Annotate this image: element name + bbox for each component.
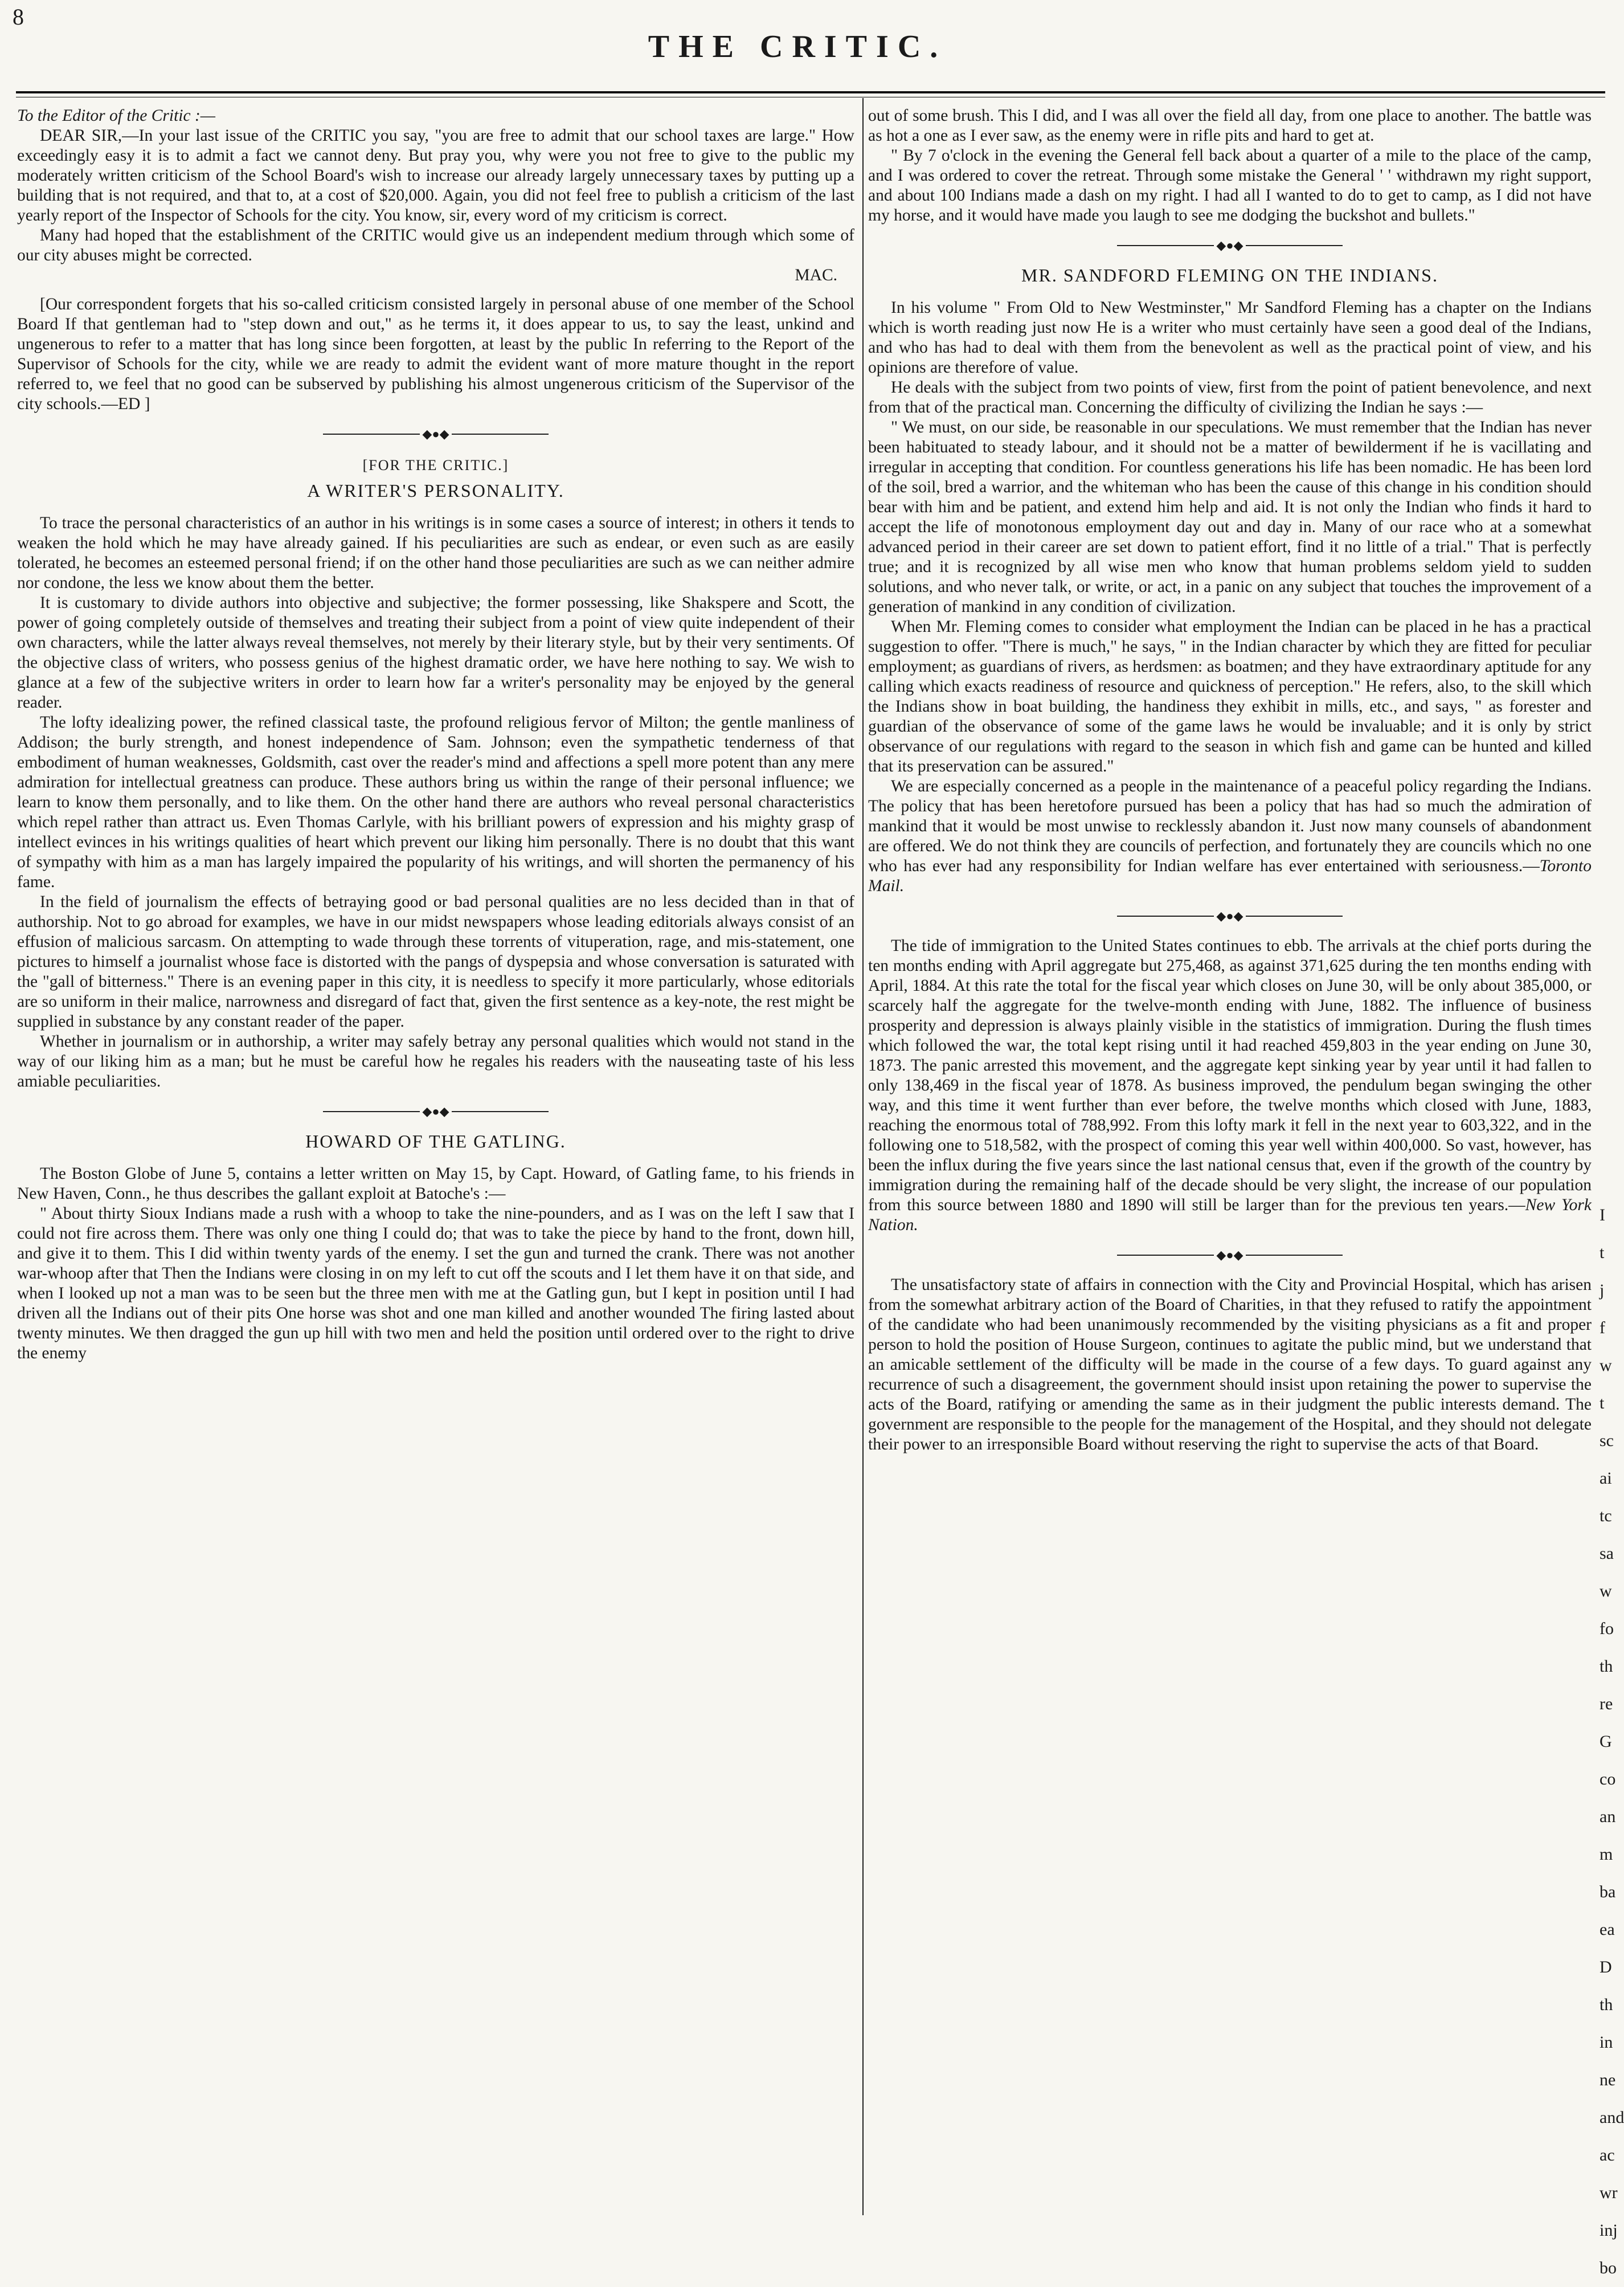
column-divider bbox=[862, 98, 864, 2215]
article-paragraph: When Mr. Fleming comes to consider what employment the Indian can be placed in he has a practical suggestion to offer. "There is much," he says, " in the Indian character by which they are fitted for peculiar employment; as guardians of rivers, as herdsmen: as boatmen; and they have extraordinary aptitude for any calling which exacts readiness of resource and quickness of perception." He refers, also, to the skill which the Indians show in boat building, the handiness they exhibit in mills, etc., and says, " as forester and guardian of the observance of some of the game laws he would be invaluable; and it is only by strict observance of our regulations with regard to the season in which fish and game can be hunted and killed that its preservation can be assured." bbox=[868, 618, 1592, 775]
article-text: We are especially concerned as a people in the maintenance of a peaceful policy regarding the Indians. The policy that has been heretofore pursued has been a policy that has had so much the admiration of mankind that it would be most unwise to recklessly abandon it. Just now many counsels of abandonment are offered. We do not think they are councils of perfection, and fortunately they are councils which no one who has ever had any responsibility for Indian welfare has ever entertained with seriousness.— bbox=[868, 777, 1592, 875]
edge-fragment: inj bbox=[1600, 2221, 1618, 2240]
masthead-title: THE CRITIC. bbox=[648, 29, 947, 64]
edge-fragment: ai bbox=[1600, 1469, 1612, 1488]
page-number: 8 bbox=[13, 4, 24, 30]
letter-paragraph: DEAR SIR,—In your last issue of the CRITIC you say, "you are free to admit that our school taxes are large." How exceedingly easy it is to admit a fact we cannot deny. But pray you, why were you not free to give to the public my moderately written criticism of the School Board's wish to increase our already largely unnecessary taxes by putting up a building that is not required, and that to, at a cost of $20,000. Again, you did not feel free to publish a criticism of the last yearly report of the Inspector of Schools for the city. You know, sir, every word of my criticism is correct. bbox=[17, 126, 854, 224]
article-paragraph bbox=[868, 777, 1592, 896]
article-paragraph: The unsatisfactory state of affairs in connection with the City and Provincial Hospital, which has arisen from the somewhat arbitrary action of the Board of Charities, in that they refused to ratify the appointment of the candidate who had been unanimously recommended by the visiting physicians as a fit and proper person to hold the position of House Surgeon, continues to agitate the public mind, but we understand that an amicable settlement of the difficulty will be made in the course of a few days. To guard against any recurrence of such a disagreement, the government should insist upon retaining the power to supervise the acts of the Board, ratifying or amending the same as in their judgment the public interests demand. The government are responsible to the people for the management of the Hospital, and they should not delegate their power to an irresponsible Board without reserving the right to supervise the acts of that Board. bbox=[868, 1276, 1592, 1453]
edge-fragment: th bbox=[1600, 1657, 1613, 1676]
source-credit: Toronto Mail. bbox=[868, 857, 1592, 895]
edge-fragment: m bbox=[1600, 1845, 1613, 1864]
section-divider: ◆●◆ bbox=[17, 1105, 854, 1118]
edge-fragment: ne bbox=[1600, 2070, 1616, 2089]
edge-fragment: wr bbox=[1600, 2183, 1618, 2202]
adjacent-page-edge bbox=[1600, 1196, 1624, 2287]
edge-fragment: tc bbox=[1600, 1506, 1612, 1525]
edge-fragment: t bbox=[1600, 1394, 1605, 1412]
article-title: A WRITER'S PERSONALITY. bbox=[307, 480, 564, 501]
edge-fragment: ea bbox=[1600, 1920, 1615, 1939]
article-paragraph: " About thirty Sioux Indians made a rush with a whoop to take the nine-pounders, and as I was on the left I saw that I could not fire across them. There was only one thing I could do; that was to take the piece by hand to the front, down hill, and give it to them. This I did within twenty yards of the enemy. I set the gun and turned the crank. There was not another war-whoop after that Then the Indians were closing in on my left to cut off the scouts and I let them have it on that side, and when I looked up not a man was to be seen but the three men with me at the Gatling gun, but I kept in position until I had driven all the Indians out of their pits One horse was shot and one man killed and another wounded The firing lasted about twenty minutes. We then dragged the gun up hill with two men and held the position until ordered over to the right to drive the enemy bbox=[17, 1204, 854, 1362]
article-byline: [FOR THE CRITIC.] bbox=[362, 457, 509, 473]
source-credit: New York Nation. bbox=[868, 1196, 1592, 1234]
masthead-rule bbox=[16, 91, 1605, 93]
edge-fragment: w bbox=[1600, 1356, 1612, 1375]
edge-fragment: f bbox=[1600, 1318, 1605, 1337]
article-paragraph: " We must, on our side, be reasonable in our speculations. We must remember that the Indian has never been habituated to steady labour, and it should not be a matter of bewilderment if he is vacillating and irregular in accepting that condition. For countless generations his life has been nomadic. He has been lord of the soil, bred a warrior, and the whiteman who has been the cause of this change in his condition should bear with him and be patient, and extend him help and aid. It is not only the Indian who finds it hard to accept the life of monotonous employment day out and day in. Many of our race who at a somewhat advanced period in their career are set down to patient effort, find it no little of a trial." That is perfectly true; and it is recognized by all wise men who know that human problems seldom yield to sudden solutions, and who never talk, or write, or act, in a panic on any subject that touches the improvement of a generation of mankind in any condition of civilization. bbox=[868, 418, 1592, 616]
edge-fragment: t bbox=[1600, 1243, 1605, 1262]
editor-note-text: [Our correspondent forgets that his so-called criticism consisted largely in personal abuse of one member of the School Board If that gentleman had to "step down and out," as he terms it, it does appear to us, to say the least, unkind and ungenerous to refer to a matter that has long since been forgotten, at least by the public In referring to the Report of the Supervisor of Schools for the city, while we are ready to admit the evident want of more mature thought in the report referred to, we feel that no good can be subserved by publishing his almost ungenerous criticism of the Supervisor of the city schools.—ED ] bbox=[17, 295, 854, 413]
edge-fragment: sa bbox=[1600, 1544, 1614, 1563]
edge-fragment: in bbox=[1600, 2033, 1613, 2052]
right-column bbox=[868, 106, 1592, 1455]
edge-fragment: ba bbox=[1600, 1882, 1616, 1901]
edge-fragment: an bbox=[1600, 1807, 1616, 1826]
edge-fragment: and bbox=[1600, 2108, 1624, 2127]
letter-paragraph: Many had hoped that the establishment of the CRITIC would give us an independent medium through which some of our city abuses might be corrected. bbox=[17, 226, 854, 264]
edge-fragment: I bbox=[1600, 1206, 1605, 1224]
edge-fragment: re bbox=[1600, 1694, 1613, 1713]
article-paragraph: Whether in journalism or in authorship, a writer may safely betray any personal qualities which would not stand in the way of our liking him as a man; but he must be careful how he regales his readers with the nauseating taste of his less amiable peculiarities. bbox=[17, 1032, 854, 1091]
edge-fragment: ac bbox=[1600, 2146, 1615, 2165]
article-paragraph: out of some brush. This I did, and I was all over the field all day, from one place to another. The battle was as hot a one as I ever saw, as the enemy were in rifle pits and hard to get at. bbox=[868, 107, 1592, 145]
article-paragraph: The lofty idealizing power, the refined classical taste, the profound religious fervor of Milton; the gentle manliness of Addison; the burly strength, and honest independence of Sam. Johnson; even the sympathetic tenderness of that embodiment of human weaknesses, Goldsmith, cast over the reader's mind and affections a spell more potent than any mere admiration for intellectual greatness can produce. These authors bring us within the range of their personal influence; we learn to know them personally, and to like them. On the other hand there are authors who reveal personal characteristics which repel rather than attract us. Even Thomas Carlyle, with his brilliant powers of expression and his mighty grasp of intellect evinces in his writings qualities of heart which prevent our liking him personally. There is no doubt that this want of sympathy with him as a man has largely impaired the popularity of his writings, and will shorten the permanency of his fame. bbox=[17, 713, 854, 891]
edge-fragment: D bbox=[1600, 1958, 1612, 1976]
article-paragraph: To trace the personal characteristics of an author in his writings is in some cases a source of interest; in others it tends to weaken the hold which he may have already gained. If his peculiarities are such as endear, or even such as are easily tolerated, he becomes an esteemed personal friend; if on the other hand those peculiarities are such as we can neither admire nor condone, the less we know about them the better. bbox=[17, 514, 854, 592]
section-divider: ◆●◆ bbox=[868, 910, 1592, 922]
letter-salutation: To the Editor of the Critic :— bbox=[17, 107, 216, 125]
article-paragraph: The Boston Globe of June 5, contains a letter written on May 15, by Capt. Howard, of Gatling fame, to his friends in New Haven, Conn., he thus describes the gallant exploit at Batoche's :— bbox=[17, 1165, 854, 1203]
edge-fragment: co bbox=[1600, 1770, 1616, 1788]
edge-fragment: G bbox=[1600, 1732, 1612, 1751]
article-paragraph: In his volume " From Old to New Westminster," Mr Sandford Fleming has a chapter on the Indians which is worth reading just now He is a writer who must certainly have seen a good deal of the Indians, and who has had to deal with them from the benevolent as well as the practical point of view, and his opinions are therefore of value. bbox=[868, 299, 1592, 377]
left-column bbox=[17, 106, 854, 1363]
article-title: MR. SANDFORD FLEMING ON THE INDIANS. bbox=[1021, 265, 1438, 285]
article-text: The tide of immigration to the United States continues to ebb. The arrivals at the chief ports during the ten months ending with April aggregate but 275,468, as against 371,625 during the ten months ending with April, 1884. At this rate the total for the fiscal year which closes on June 30, will be only about 385,000, or scarcely half the aggregate for the twelve-month ending with June, 1882. The influence of business prosperity and depression is always plainly visible in the statistics of immigration. During the flush times which followed the war, the total kept rising until it had reached 459,803 in the year ending on June 30, 1873. The panic arrested this movement, and the aggregate kept sinking year by year until it had fallen to only 138,469 in the fiscal year of 1878. As business improved, the pendulum began swinging the other way, and this time it went further than ever before, the twelve months which closed with June, 1883, reaching the enormous total of 788,992. From this lofty mark it fell in the next year to 603,322, and in the following one to 518,582, with the prospect of coming this year well within 400,000. So vast, however, has been the influx during the five years since the last national census that, even if the growth of the country by immigration during the remaining half of the decade should be very slight, the increase of our population from this source between 1880 and 1890 will still be larger than for the previous ten years.— bbox=[868, 937, 1592, 1214]
article-paragraph: " By 7 o'clock in the evening the General fell back about a quarter of a mile to the place of the camp, and I was ordered to cover the retreat. Through some mistake the General ' ' withdrawn my right support, and about 100 Indians made a dash on my right. I had all I wanted to do to get to camp, as I did not have my horse, and it would have made you laugh to see me dodging the buckshot and bullets." bbox=[868, 146, 1592, 224]
edge-fragment: bo bbox=[1600, 2259, 1617, 2277]
edge-fragment: th bbox=[1600, 1995, 1613, 2014]
letter-signature: MAC. bbox=[795, 266, 837, 284]
edge-fragment: j bbox=[1600, 1281, 1605, 1300]
article-paragraph: In the field of journalism the effects of betraying good or bad personal qualities are no less decided than in that of authorship. Not to go abroad for examples, we have in our midst newspapers whose leading editorials always consist of an effusion of malicious sarcasm. On attempting to wade through these torrents of vituperation, rage, and mis-statement, one pictures to himself a journalist whose face is distorted with the pangs of dyspepsia and whose conversation is saturated with the "gall of bitterness." There is an evening paper in this city, it is needless to specify it more particularly, whose editorials are so uniform in their malice, narrowness and disregard of fact that, given the first sentence as a key-note, the rest might be supplied in substance by any constant reader of the paper. bbox=[17, 893, 854, 1031]
article-title: HOWARD OF THE GATLING. bbox=[305, 1131, 566, 1151]
edge-fragment: sc bbox=[1600, 1431, 1614, 1450]
section-divider: ◆●◆ bbox=[17, 428, 854, 440]
section-divider: ◆●◆ bbox=[868, 1249, 1592, 1261]
article-paragraph: It is customary to divide authors into objective and subjective; the former possessing, like Shakspere and Scott, the power of going completely outside of themselves and treating their subject from a point of view quite independent of their own characters, while the latter always reveal themselves, not merely by their literary style, but by their very sentiments. Of the objective class of writers, who possess genius of the highest dramatic order, we have here nothing to say. We wish to glance at a few of the subjective writers in order to learn how far a writer's personality may be enjoyed by the general reader. bbox=[17, 594, 854, 712]
edge-fragment: w bbox=[1600, 1582, 1612, 1600]
letter-to-editor bbox=[17, 106, 854, 285]
editor-note bbox=[17, 295, 854, 414]
edge-fragment: fo bbox=[1600, 1619, 1614, 1638]
section-divider: ◆●◆ bbox=[868, 239, 1592, 252]
article-paragraph bbox=[868, 936, 1592, 1235]
article-paragraph: He deals with the subject from two points of view, first from the point of patient benevolence, and next from that of the practical man. Concerning the difficulty of civilizing the Indian he says :— bbox=[868, 378, 1592, 416]
